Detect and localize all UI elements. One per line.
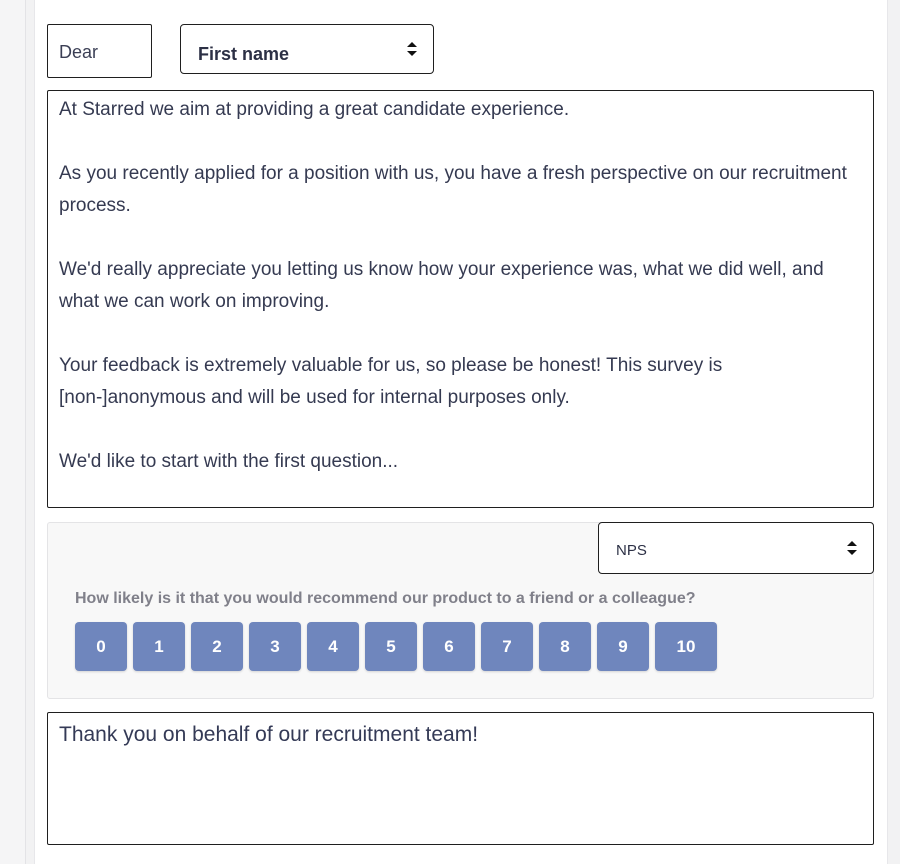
- closing-message-text: Thank you on behalf of our recruitment team!: [59, 723, 479, 746]
- select-arrows-icon: [847, 541, 857, 555]
- question-type-select[interactable]: [598, 522, 874, 574]
- nps-score-button-6[interactable]: 6: [423, 622, 475, 671]
- intro-paragraph: As you recently applied for a position with us, you have a fresh perspective on our recruitment process.: [59, 163, 847, 216]
- nps-score-button-7[interactable]: 7: [481, 622, 533, 671]
- left-rail: [0, 0, 26, 864]
- question-type-select-value: NPS: [616, 542, 647, 559]
- nps-score-button-2[interactable]: 2: [191, 622, 243, 671]
- intro-paragraph: We'd like to start with the first question...: [59, 451, 399, 472]
- nps-question-text: How likely is it that you would recommend our product to a friend or a colleague?: [75, 590, 696, 607]
- intro-paragraph: At Starred we aim at providing a great candidate experience.: [59, 99, 570, 120]
- nps-score-button-9[interactable]: 9: [597, 622, 649, 671]
- nps-score-button-10[interactable]: 10: [655, 622, 717, 671]
- nps-score-button-5[interactable]: 5: [365, 622, 417, 671]
- greeting-name-select[interactable]: [180, 24, 434, 74]
- greeting-salutation-field[interactable]: [47, 24, 152, 78]
- intro-message-editor[interactable]: [47, 90, 874, 508]
- select-arrows-icon: [407, 42, 417, 56]
- nps-score-button-0[interactable]: 0: [75, 622, 127, 671]
- closing-message-editor[interactable]: [47, 712, 874, 845]
- intro-paragraph: Your feedback is extremely valuable for us, so please be honest! This survey is [non-]anonymous and will be used for internal purposes only.: [59, 355, 723, 408]
- nps-score-button-8[interactable]: 8: [539, 622, 591, 671]
- intro-paragraph: We'd really appreciate you letting us know how your experience was, what we did well, and what we can work on improving.: [59, 259, 824, 312]
- nps-score-button-1[interactable]: 1: [133, 622, 185, 671]
- nps-score-button-3[interactable]: 3: [249, 622, 301, 671]
- nps-score-button-4[interactable]: 4: [307, 622, 359, 671]
- greeting-name-select-value: First name: [198, 44, 290, 64]
- greeting-salutation-text: Dear: [59, 42, 99, 62]
